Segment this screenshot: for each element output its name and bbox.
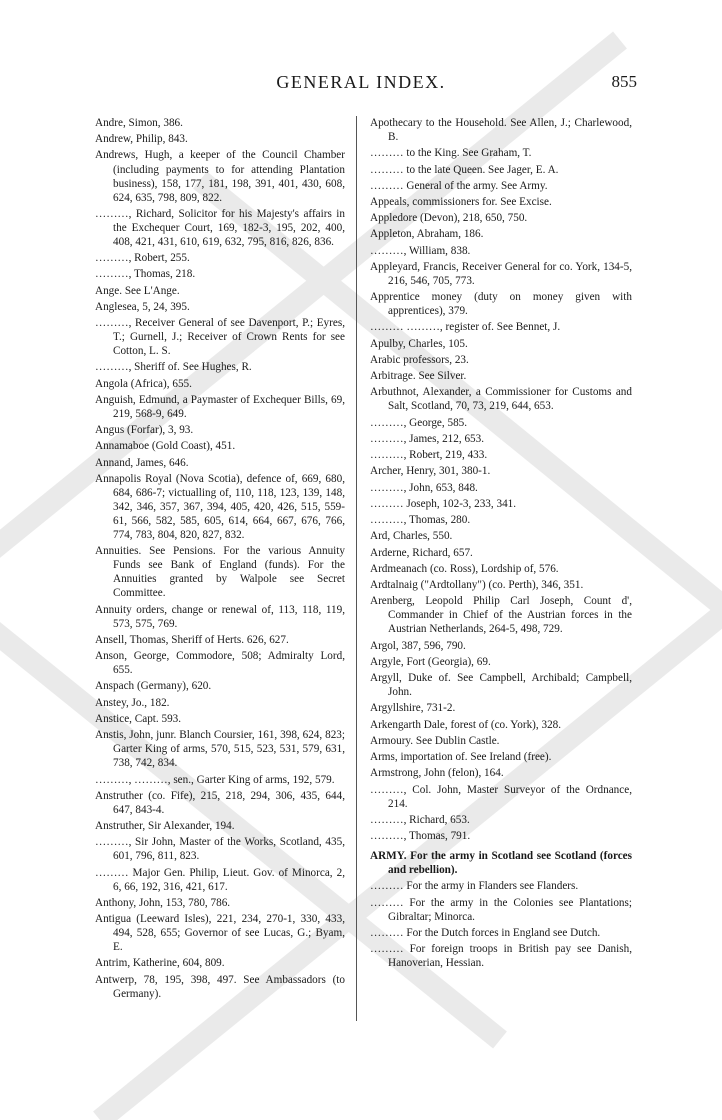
index-entry: ………, Receiver General of see Davenport, P.; Eyres, T.; Gurnell, J.; Receiver of Crown Rents for see Cotton, L. S. [95,317,345,358]
index-entry: ……… General of the army. See Army. [370,179,548,192]
index-entry: ………, Robert, 219, 433. [370,449,488,462]
index-entry: Ardtalnaig ("Ardtollany") (co. Perth), 346, 351. [370,579,584,592]
index-entry: ………, ………, sen., Garter King of arms, 192, 579. [95,773,335,786]
index-entry: ……… Joseph, 102-3, 233, 341. [370,497,517,510]
index-entry: Annamaboe (Gold Coast), 451. [95,440,236,453]
column-divider [356,116,357,1021]
index-entry: ………, Richard, Solicitor for his Majesty's affairs in the Exchequer Court, 169, 182-3, 195, 202, 400, 408, 421, 431, 610, 619, 632, 795, 816, 826, 836. [95,207,345,248]
index-entry: Arbitrage. See Silver. [370,370,467,383]
index-entry: ………, George, 585. [370,416,468,429]
index-entry: Arderne, Richard, 657. [370,546,473,559]
index-entry: Angola (Africa), 655. [95,377,192,390]
index-entry: Arbuthnot, Alexander, a Commissioner for Customs and Salt, Scotland, 70, 73, 219, 644, 653. [370,386,632,413]
page-number: 855 [611,72,637,91]
index-entry: ……… For the army in the Colonies see Plantations; Gibraltar; Minorca. [370,896,632,923]
index-entry: Ange. See L'Ange. [95,284,180,297]
index-entry: Apothecary to the Household. See Allen, J.; Charlewood, B. [370,117,632,144]
index-entry: Armoury. See Dublin Castle. [370,734,500,747]
index-entry: ………, Col. John, Master Surveyor of the Ordnance, 214. [370,783,632,810]
index-entry: ……… to the late Queen. See Jager, E. A. [370,163,559,176]
index-entry: ……… For the Dutch forces in England see Dutch. [370,926,601,939]
index-entry: Annuities. See Pensions. For the various Annuity Funds see Bank of England (funds). For the Annuities granted by Walpole see Secret Committee. [95,545,345,600]
index-entry: ………, James, 212, 653. [370,432,485,445]
page-title: GENERAL INDEX. [276,72,446,92]
index-entry: Anthony, John, 153, 780, 786. [95,896,231,909]
index-entry: Annuity orders, change or renewal of, 113, 118, 119, 573, 575, 769. [95,603,345,630]
index-entry: Angus (Forfar), 3, 93. [95,424,194,437]
index-entry: ………, William, 838. [370,244,471,257]
index-entry: ……… For the army in Flanders see Flanders. [370,880,579,893]
index-entry: Anstruther, Sir Alexander, 194. [95,820,235,833]
index-entry: ………, Robert, 255. [95,252,190,265]
index-entry: Andre, Simon, 386. [95,117,183,129]
index-entry: Andrews, Hugh, a keeper of the Council Chamber (including payments to for attending Plantation business), 158, 177, 181, 198, 391, 401, 430, 608, 624, 635, 798, 809, 822. [95,149,345,204]
index-entry: ………, John, 653, 848. [370,481,478,494]
index-entry: Arabic professors, 23. [370,353,469,366]
index-entry: ………, Sir John, Master of the Works, Scotland, 435, 601, 796, 811, 823. [95,836,345,863]
index-entry: ……… Major Gen. Philip, Lieut. Gov. of Minorca, 2, 6, 66, 192, 316, 421, 617. [95,866,345,893]
right-column [370,116,632,972]
index-entry: Arkengarth Dale, forest of (co. York), 328. [370,718,562,731]
index-entry: Ardmeanach (co. Ross), Lordship of, 576. [370,562,559,575]
index-entry: ……… to the King. See Graham, T. [370,147,532,160]
page-header [0,72,722,96]
index-entry: Arenberg, Leopold Philip Carl Joseph, Count d', Commander in Chief of the Austrian forces in the Austrian Netherlands, 264-5, 498, 729. [370,595,632,636]
index-entry: Antrim, Katherine, 604, 809. [95,957,225,970]
index-entry: Appleton, Abraham, 186. [370,228,484,241]
index-entry: ARMY. For the army in Scotland see Scotland (forces and rebellion). [370,850,632,877]
index-entry: Anson, George, Commodore, 508; Admiralty Lord, 655. [95,650,345,677]
index-entry: Armstrong, John (felon), 164. [370,767,504,780]
index-entry: Apprentice money (duty on money given with apprentices), 379. [370,291,632,318]
index-entry: Anstruther (co. Fife), 215, 218, 294, 306, 435, 644, 647, 843-4. [95,789,345,816]
index-entry: ………, Thomas, 280. [370,514,471,527]
index-entry: ……… ………, register of. See Bennet, J. [370,321,561,334]
index-entry: Anstice, Capt. 593. [95,712,182,725]
index-entry: Archer, Henry, 301, 380-1. [370,465,491,478]
index-entry: Argyle, Fort (Georgia), 69. [370,655,491,668]
index-entry: Anspach (Germany), 620. [95,680,212,693]
index-entry: Appeals, commissioners for. See Excise. [370,195,552,208]
index-entry: Andrew, Philip, 843. [95,133,188,146]
index-entry: Argol, 387, 596, 790. [370,639,466,652]
index-entry: Anstey, Jo., 182. [95,696,170,709]
index-entry: ………, Sheriff of. See Hughes, R. [95,361,252,374]
index-entry: Argyll, Duke of. See Campbell, Archibald; Campbell, John. [370,672,632,699]
index-entry: Ansell, Thomas, Sheriff of Herts. 626, 627. [95,633,289,646]
index-entry: Arms, importation of. See Ireland (free). [370,751,552,764]
index-entry: Appledore (Devon), 218, 650, 750. [370,212,528,225]
index-entry: Anguish, Edmund, a Paymaster of Exchequer Bills, 69, 219, 568-9, 649. [95,393,345,420]
index-entry: ………, Thomas, 218. [95,268,196,281]
index-entry: Argyllshire, 731-2. [370,702,456,715]
index-entry: Apulby, Charles, 105. [370,337,468,350]
index-entry: Anglesea, 5, 24, 395. [95,300,190,313]
index-entry: Annand, James, 646. [95,456,189,469]
index-entry: ……… For foreign troops in British pay see Danish, Hanoverian, Hessian. [370,943,632,970]
index-entry: ………, Richard, 653. [370,813,470,826]
index-entry: Anstis, John, junr. Blanch Coursier, 161, 398, 624, 823; Garter King of arms, 570, 515, 523, 531, 579, 631, 738, 742, 834. [95,729,345,770]
index-entry: Antwerp, 78, 195, 398, 497. See Ambassadors (to Germany). [95,973,345,1000]
index-entry: Antigua (Leeward Isles), 221, 234, 270-1, 330, 433, 494, 528, 655; Governor of see Lucas, G.; Byam, E. [95,913,345,954]
index-entry: Appleyard, Francis, Receiver General for co. York, 134-5, 216, 546, 705, 773. [370,260,632,287]
index-entry: Ard, Charles, 550. [370,530,453,543]
index-entry: Annapolis Royal (Nova Scotia), defence of, 669, 680, 684, 686-7; victualling of, 110, 118, 123, 139, 148, 342, 346, 357, 367, 394, 405, 420, 426, 515, 559-61, 566, 582, 585, 605, 614, 664, 667, 676, 766, 774, 783, 804, 820, 827, 832. [95,472,345,542]
index-entry: ………, Thomas, 791. [370,830,471,843]
left-column [95,116,345,1003]
